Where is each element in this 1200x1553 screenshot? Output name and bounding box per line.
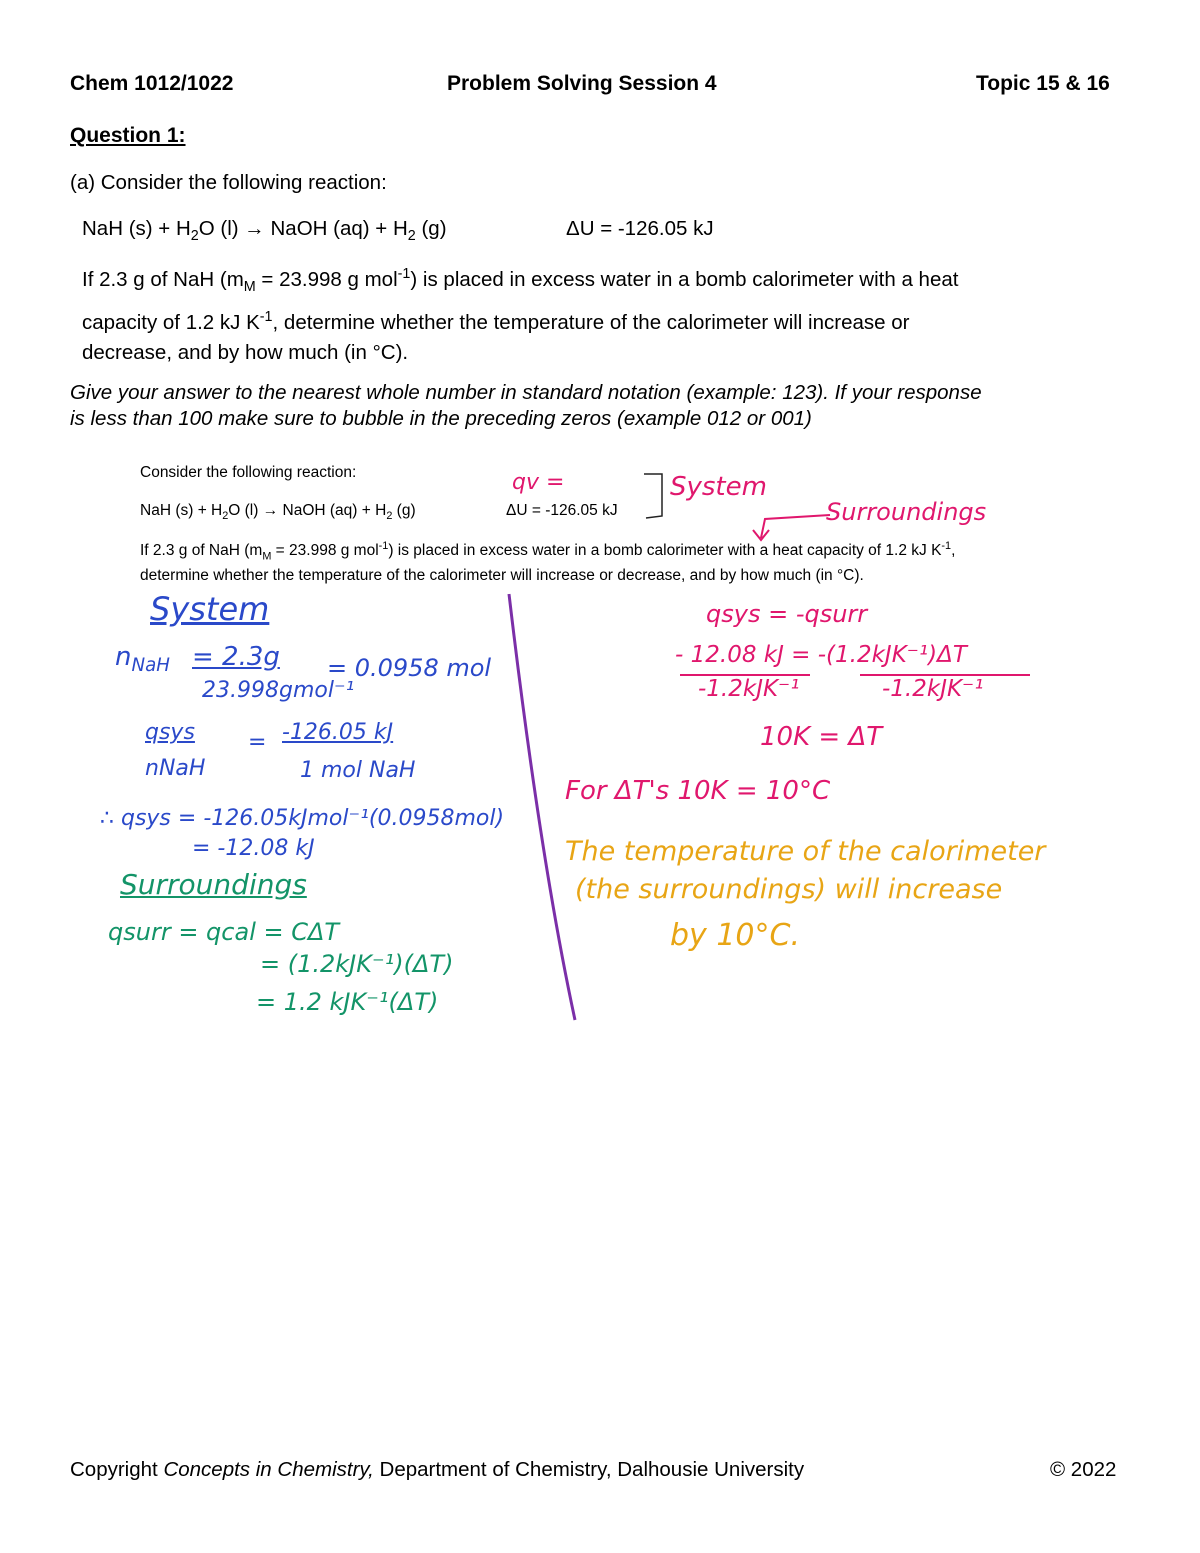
hw-qsurr-line3: = 1.2 kJK⁻¹(ΔT) [256, 988, 439, 1016]
hw-conclusion-line2: (the surroundings) will increase [575, 874, 1003, 905]
question-paragraph: If 2.3 g of NaH ($m_M = 23.998$ g mol$^{-1}$) is placed in excess water in a bomb calorimeter with a heat capacity of 1.2 kJ $K^{-1}$, determine whether the temperature of the calorimeter will increase or decrease, and by how much (in °C). [82, 266, 959, 364]
footer-copyright: Copyright Concepts in Chemistry, Department of Chemistry, Dalhousie University [70, 1458, 805, 1481]
hw-conclusion-line3: by 10°C. [670, 918, 800, 953]
topic-label: Topic 15 & 16 [976, 72, 1110, 95]
session-title: Problem Solving Session 4 [447, 72, 717, 95]
hw-moles-result: = 0.0958 mol [327, 654, 492, 682]
hw-molar-mass: 23.998gmol⁻¹ [202, 678, 355, 703]
img-reaction: NaH $(s) + H_2O$ (l) → NaOH $(aq) + H_2$ (g) [140, 502, 416, 523]
hw-divider [495, 590, 585, 1030]
hw-arrow [735, 502, 835, 542]
hw-qsurr-line2: = (1.2kJK⁻¹)(ΔT) [260, 950, 454, 978]
hw-minus-126: -126.05 kJ [282, 720, 394, 745]
footer-year: © 2022 [1050, 1458, 1117, 1481]
solution-image [100, 450, 1140, 1040]
delta-u: ΔU = -126.05 kJ [566, 217, 714, 240]
hw-right-denom-left: -1.2kJK⁻¹ [698, 676, 800, 702]
hw-one-mol: 1 mol NaH [300, 758, 416, 783]
hw-qsurr-eq: qsurr = qcal = CΔT [108, 918, 340, 946]
part-a-intro: (a) Consider the following reaction: [70, 171, 387, 194]
hw-qsys-result: = -12.08 kJ [192, 836, 315, 861]
hw-surroundings-heading: Surroundings [120, 868, 307, 901]
hw-ten-k: 10K = ΔT [760, 722, 883, 752]
hw-conclusion-line1: The temperature of the calorimeter [565, 836, 1046, 867]
hw-qv: qv = [512, 470, 565, 495]
hw-therefore-line: ∴ qsys = -126.05kJmol⁻¹(0.0958mol) [100, 806, 505, 831]
img-paragraph-line1: If 2.3 g of NaH ($m_M = 23.998$ g mol$^{-1}$) is placed in excess water in a bomb calorimeter with a heat capacity of 1.2 kJ $K^{-1}$, [140, 540, 956, 563]
hw-right-numerator: - 12.08 kJ = -(1.2kJK⁻¹)ΔT [675, 642, 967, 668]
img-consider-text: Consider the following reaction: [140, 464, 357, 481]
hw-system-label: System [670, 472, 767, 502]
hw-system-heading: System [150, 590, 270, 628]
answer-instruction: Give your answer to the nearest whole number in standard notation (example: 123). If your response is less than 100 make sure to bubble in the preceding zeros (example 012 or 001) [70, 381, 982, 430]
hw-qsys-neg-qsurr: qsys = -qsurr [706, 600, 868, 628]
hw-equals: = [248, 730, 267, 755]
hw-qsys-frac: qsys [145, 720, 195, 745]
hw-for-delta-t: For ΔT's 10K = 10°C [565, 776, 831, 806]
question-title: Question 1: [70, 124, 186, 147]
course-code: Chem 1012/1022 [70, 72, 234, 95]
img-paragraph-line2: determine whether the temperature of the calorimeter will increase or decrease, and by how much (in °C). [140, 567, 864, 584]
hw-surroundings-label: Surroundings [826, 498, 987, 526]
hw-bracket [640, 470, 670, 522]
hw-mass-23: = 2.3g [192, 642, 280, 672]
hw-right-denom-right: -1.2kJK⁻¹ [882, 676, 984, 702]
hw-n-nah-denom: nNaH [145, 756, 206, 781]
img-delta-u: ΔU = -126.05 kJ [506, 502, 618, 519]
reaction-equation: NaH $(s) + H_2O$ (l) → NaOH $(aq) + H_2$ (g) [82, 217, 447, 245]
hw-n-nah: $n_{NaH}$ [115, 642, 170, 677]
